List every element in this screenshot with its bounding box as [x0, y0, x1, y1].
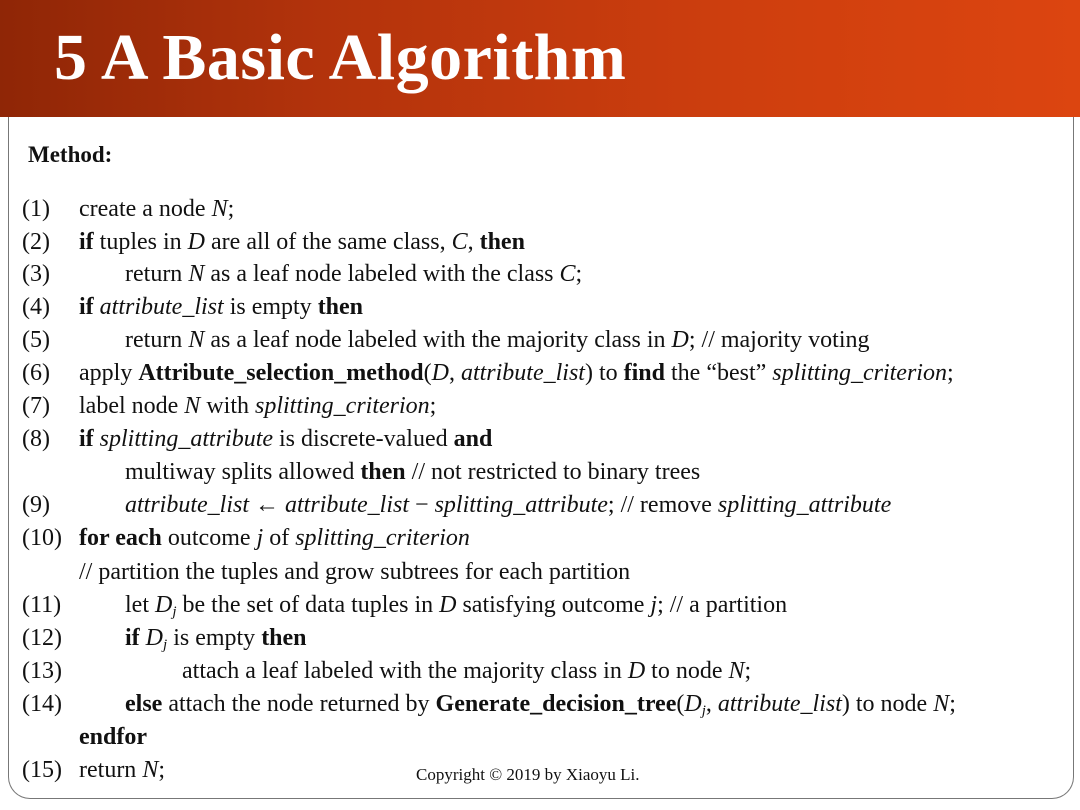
line-code: // partition the tuples and grow subtrees for each partition	[79, 559, 631, 585]
line-number: (7)	[22, 393, 50, 419]
line-number: (2)	[22, 229, 50, 255]
line-code: apply Attribute_selection_method(D, attribute_list) to find the “best” splitting_criterion;	[79, 360, 954, 386]
line-number: (10)	[22, 525, 62, 551]
line-number: (3)	[22, 261, 50, 287]
line-code: if attribute_list is empty then	[79, 294, 364, 320]
line-number: (12)	[22, 625, 62, 651]
line-code: attach a leaf labeled with the majority class in D to node N;	[182, 658, 752, 684]
slide-title: 5 A Basic Algorithm	[54, 21, 627, 94]
line-number: (8)	[22, 426, 50, 452]
line-code: return N as a leaf node labeled with the majority class in D; // majority voting	[125, 327, 870, 353]
line-code: label node N with splitting_criterion;	[79, 393, 437, 419]
line-code: return N;	[79, 757, 165, 783]
line-code: if $D_j$ is empty then	[125, 625, 307, 653]
line-number: (9)	[22, 492, 50, 518]
line-code: create a node N;	[79, 196, 235, 222]
method-heading: Method:	[28, 142, 113, 167]
line-number: (5)	[22, 327, 50, 353]
line-number: (4)	[22, 294, 50, 320]
line-number: (1)	[22, 196, 50, 222]
line-code: if tuples in D are all of the same class, C, then	[79, 229, 525, 255]
copyright-footer: Copyright © 2019 by Xiaoyu Li.	[416, 765, 640, 784]
line-number: (14)	[22, 691, 62, 717]
line-number: (11)	[22, 592, 62, 618]
title-bar	[0, 0, 1080, 117]
line-code: for each outcome j of splitting_criterion	[79, 525, 470, 551]
line-code: else attach the node returned by $Generate\_decision\_tree(D_j$, attribute_list) to node N;	[125, 691, 956, 719]
line-code: endfor	[79, 724, 147, 750]
line-number: (13)	[22, 658, 62, 684]
line-code: return N as a leaf node labeled with the class C;	[125, 261, 583, 287]
line-number: (6)	[22, 360, 50, 386]
line-code: let $D_j$ be the set of data tuples in D satisfying outcome j; // a partition	[125, 592, 788, 620]
line-code: attribute_list ← attribute_list − splitting_attribute; // remove splitting_attribute	[125, 492, 892, 518]
line-number: (15)	[22, 757, 62, 783]
line-code: multiway splits allowed then // not restricted to binary trees	[125, 459, 701, 485]
line-code: if splitting_attribute is discrete-valued and	[79, 426, 493, 452]
